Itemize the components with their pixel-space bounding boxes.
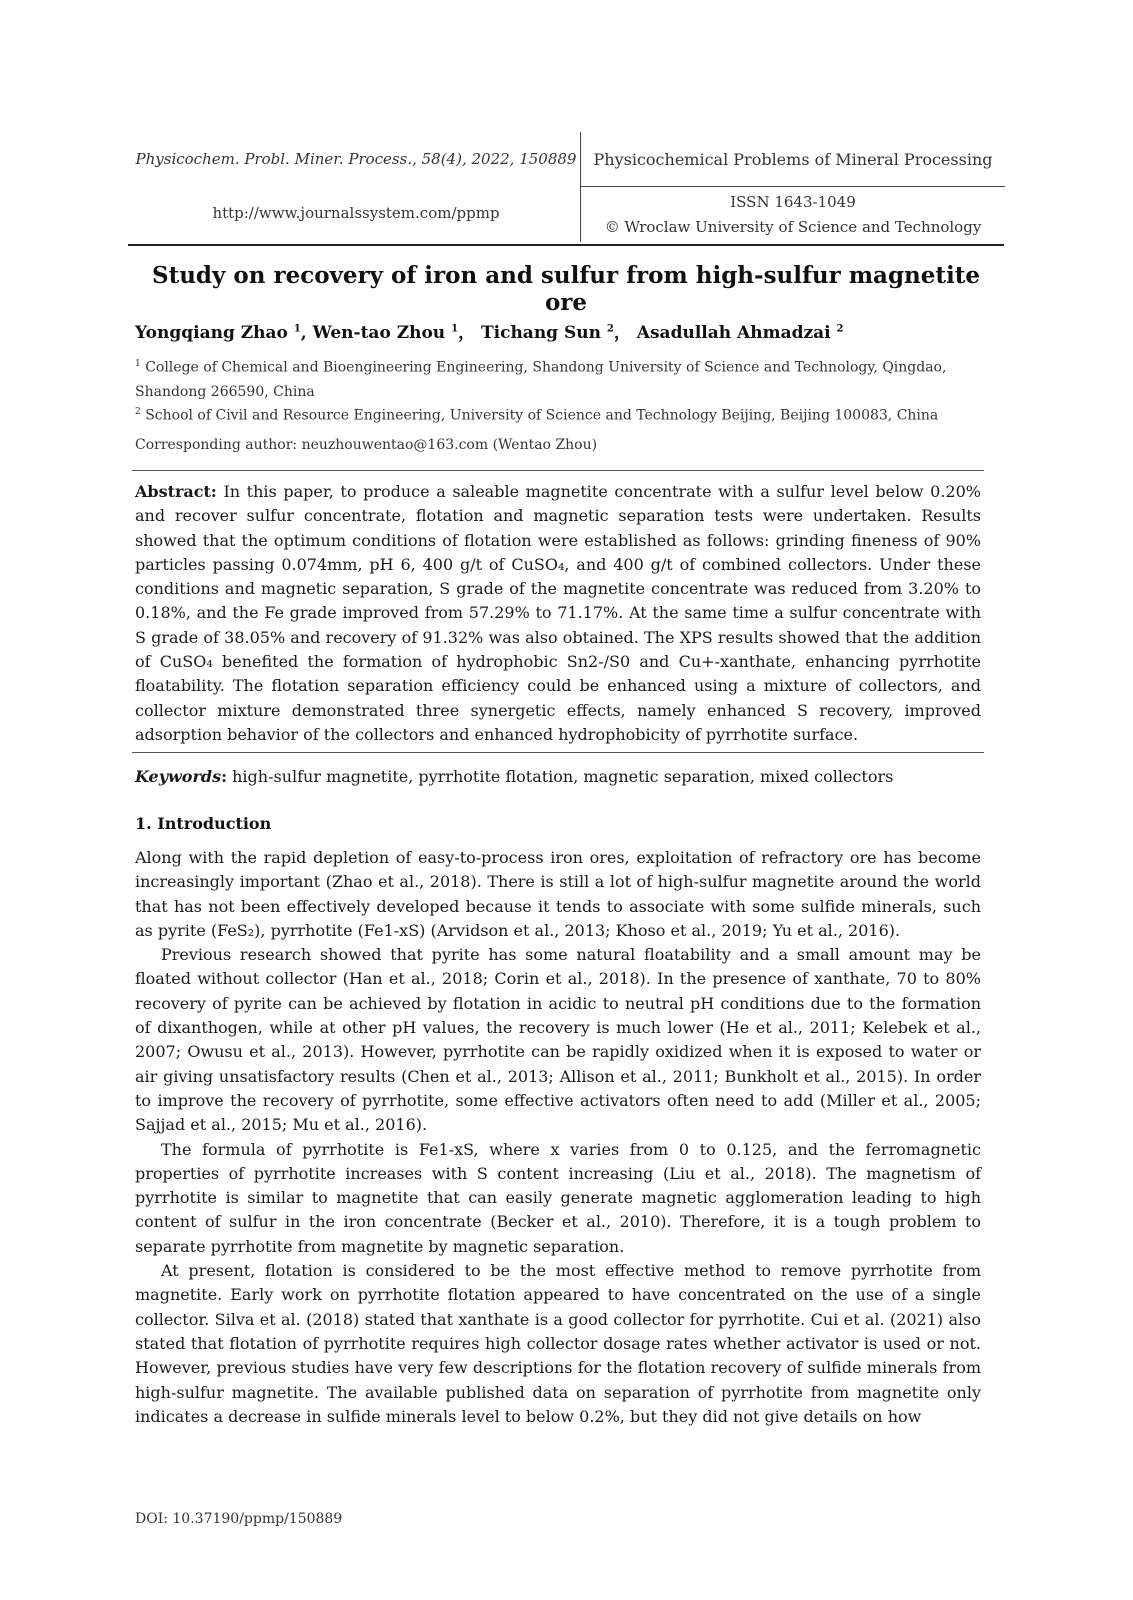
affiliation-2 <box>135 400 985 428</box>
journal-copyright: © Wroclaw University of Science and Technology <box>604 218 982 236</box>
author-affiliation-mark: 1 <box>451 323 459 335</box>
paragraph: At present, flotation is considered to be the most effective method to remove pyrrhotite from magnetite. Early work on pyrrhotite flotation appeared to have concentrated on the use of a single collector. Silva et al. (2018) stated that xanthate is a good collector for pyrrhotite. Cui et al. (2021) also stated that flotation of pyrrhotite requires high collector dosage rates whether activator is used or not. However, previous studies have very few descriptions for the flotation recovery of sulfide minerals from high-sulfur magnetite. The available published data on separation of pyrrhotite from magnetite only indicates a decrease in sulfide minerals level to below 0.2%, but they did not give details on how <box>135 1261 981 1426</box>
affiliation-text: College of Chemical and Bioengineering Engineering, Shandong University of Science and Technology, Qingdao, Shandong 266590, China <box>135 359 947 400</box>
keywords-colon: : <box>221 767 228 786</box>
keywords-text: high-sulfur magnetite, pyrrhotite flotation, magnetic separation, mixed collectors <box>227 767 894 786</box>
journal-citation: Physicochem. Probl. Miner. Process., 58(4), 2022, 150889 <box>135 150 577 168</box>
author-separator: ， <box>458 323 476 343</box>
paper-title: Study on recovery of iron and sulfur from high-sulfur magnetite ore <box>151 262 981 316</box>
author-name: Wen-tao Zhou <box>312 323 446 343</box>
author-separator: , <box>300 323 313 343</box>
corresponding-author: Corresponding author: neuzhouwentao@163.com (Wentao Zhou) <box>135 437 598 453</box>
journal-header <box>128 132 1004 248</box>
author-name: Asadullah Ahmadzai <box>636 323 831 343</box>
section-heading: 1. Introduction <box>135 814 272 833</box>
abstract-bottom-rule <box>132 752 984 753</box>
author-separator: ， <box>613 323 631 343</box>
affiliation-text: School of Civil and Resource Engineering, University of Science and Technology Beijing, Beijing 100083, China <box>145 407 939 424</box>
affiliation-number: 2 <box>135 407 141 417</box>
abstract-top-rule <box>132 470 984 471</box>
paragraph: Along with the rapid depletion of easy-to-process iron ores, exploitation of refractory ore has become increasingly important (Zhao et al., 2018). There is still a lot of high-sulfur magnetite around the world that has not been effectively developed because it tends to associate with some sulfide minerals, such as pyrite (FeS₂), pyrrhotite (Fe1-xS) (Arvidson et al., 2013; Khoso et al., 2019; Yu et al., 2016). <box>135 848 981 940</box>
abstract <box>135 480 981 747</box>
introduction-body <box>135 846 981 1429</box>
paragraph: Previous research showed that pyrite has some natural floatability and a small amount may be floated without collector (Han et al., 2018; Corin et al., 2018). In the presence of xanthate, 70 to 80% recovery of pyrite can be achieved by flotation in acidic to neutral pH conditions due to the formation of dixanthogen, while at other pH values, the recovery is much lower (He et al., 2011; Kelebek et al., 2007; Owusu et al., 2013). However, pyrrhotite can be rapidly oxidized when it is exposed to water or air giving unsatisfactory results (Chen et al., 2013; Allison et al., 2011; Bunkholt et al., 2015). In order to improve the recovery of pyrrhotite, some effective activators often need to add (Miller et al., 2005; Sajjad et al., 2015; Mu et al., 2016). <box>135 945 981 1135</box>
header-right <box>581 132 1005 242</box>
journal-name: Physicochemical Problems of Mineral Processing <box>593 150 993 169</box>
header-rule <box>128 244 1004 246</box>
header-left <box>128 132 584 242</box>
doi-footer: DOI: 10.37190/ppmp/150889 <box>135 1511 343 1527</box>
keywords <box>135 765 981 789</box>
journal-url[interactable]: http://www.journalssystem.com/ppmp <box>212 204 500 222</box>
author-list <box>135 318 844 343</box>
affiliation-1 <box>135 352 985 404</box>
author-affiliation-mark: 1 <box>293 323 301 335</box>
author-affiliation-mark: 2 <box>606 323 614 335</box>
author-affiliation-mark: 2 <box>836 323 844 335</box>
abstract-label: Abstract: <box>135 482 217 501</box>
affiliation-number: 1 <box>135 359 141 369</box>
header-divider-horizontal <box>581 186 1005 187</box>
paragraph: The formula of pyrrhotite is Fe1-xS, where x varies from 0 to 0.125, and the ferromagnetic properties of pyrrhotite increases with S content increasing (Liu et al., 2018). The magnetism of pyrrhotite is similar to magnetite that can easily generate magnetic agglomeration leading to high content of sulfur in the iron concentrate (Becker et al., 2010). Therefore, it is a tough problem to separate pyrrhotite from magnetite by magnetic separation. <box>135 1139 981 1256</box>
journal-issn: ISSN 1643-1049 <box>730 193 856 211</box>
author-name: Yongqiang Zhao <box>135 323 288 343</box>
author-name: Tichang Sun <box>480 323 601 343</box>
abstract-text: In this paper, to produce a saleable magnetite concentrate with a sulfur level below 0.20% and recover sulfur concentrate, flotation and magnetic separation tests were undertaken. Results showed that the optimum conditions of flotation were established as follows: grinding fineness of 90% particles passing 0.074mm, pH 6, 400 g/t of CuSO₄, and 400 g/t of combined collectors. Under these conditions and magnetic separation, S grade of the magnetite concentrate was reduced from 3.20% to 0.18%, and the Fe grade improved from 57.29% to 71.17%. At the same time a sulfur concentrate with S grade of 38.05% and recovery of 91.32% was also obtained. The XPS results showed that the addition of CuSO₄ benefited the formation of hydrophobic Sn2-/S0 and Cu+-xanthate, enhancing pyrrhotite floatability. The flotation separation efficiency could be enhanced using a mixture of collectors, and collector mixture demonstrated three synergetic effects, namely enhanced S recovery, improved adsorption behavior of the collectors and enhanced hydrophobicity of pyrrhotite surface. <box>135 482 981 744</box>
keywords-label: Keywords <box>135 767 222 786</box>
